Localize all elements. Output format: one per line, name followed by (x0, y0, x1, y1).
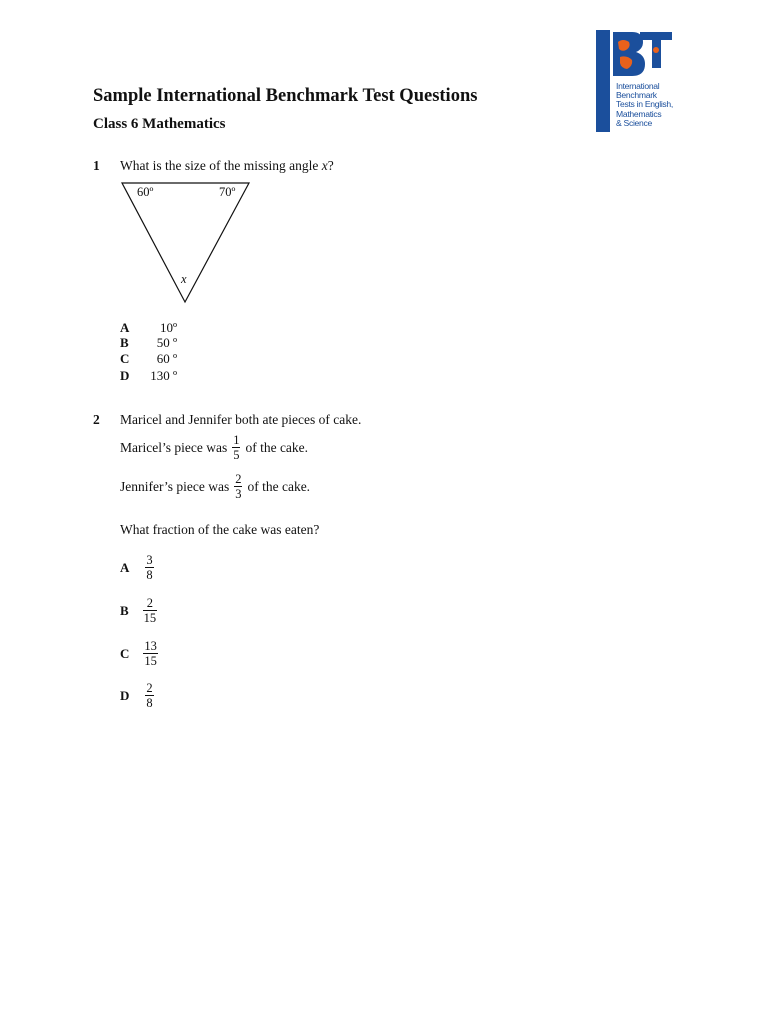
document-subtitle: Class 6 Mathematics (93, 116, 226, 132)
q1-option-b-letter: B (120, 335, 129, 350)
jennifer-line (120, 473, 310, 500)
fraction-denominator: 3 (235, 487, 242, 501)
q1-option-b-value: 50 º (156, 335, 177, 350)
maricel-text-after: of the cake. (245, 439, 309, 455)
maricel-line (120, 434, 308, 461)
q2-option-b-fraction (143, 597, 158, 624)
document-title: Sample International Benchmark Test Questions (93, 86, 478, 106)
question-1-number: 1 (93, 158, 100, 173)
logo-text (616, 82, 673, 128)
fraction-denominator: 8 (146, 568, 153, 582)
jennifer-text-before: Jennifer’s piece was (120, 478, 230, 494)
fraction-numerator: 3 (146, 553, 153, 567)
angle-right-label: 70º (219, 185, 236, 199)
q1-option-a-value: 10º (159, 320, 177, 335)
logo-line: & Science (616, 117, 652, 128)
q2-option-b (120, 597, 157, 624)
logo-line: International (616, 81, 660, 91)
question-2-text: Maricel and Jennifer both ate pieces of cake. (120, 412, 362, 427)
question-1-text-before: What is the size of the missing angle (120, 158, 322, 173)
q2-option-c (120, 640, 158, 667)
question-1-text-after: ? (327, 158, 334, 173)
logo-line: Tests in English, (616, 99, 673, 110)
angle-bottom-label: x (181, 272, 187, 286)
fraction-denominator: 8 (146, 696, 153, 710)
q2-option-a-letter: A (120, 559, 130, 575)
q2-option-a (120, 554, 154, 581)
logo-line: Benchmark (616, 90, 657, 101)
q2-option-c-letter: C (120, 645, 130, 661)
jennifer-fraction (234, 473, 242, 500)
question-1-text (120, 158, 334, 174)
question-2-prompt: What fraction of the cake was eaten? (120, 522, 320, 537)
q2-option-c-fraction (143, 640, 158, 667)
q2-option-b-letter: B (120, 602, 129, 618)
fraction-numerator: 13 (144, 639, 157, 653)
angle-left-label: 60º (137, 185, 154, 199)
q1-option-c-letter: C (120, 351, 130, 366)
fraction-numerator: 2 (146, 681, 153, 695)
maricel-fraction (232, 434, 240, 461)
q1-option-d-value: 130 º (150, 368, 177, 383)
logo-line: Mathematics (616, 108, 662, 119)
q1-option-a-letter: A (120, 320, 130, 335)
ibt-logo (596, 30, 674, 132)
fraction-numerator: 2 (146, 596, 154, 610)
question-2-number: 2 (93, 412, 100, 427)
q2-option-d-fraction (145, 682, 153, 709)
fraction-denominator: 15 (144, 654, 157, 668)
jennifer-text-after: of the cake. (247, 478, 311, 494)
q2-option-d-letter: D (120, 687, 130, 703)
q2-option-a-fraction (145, 554, 153, 581)
q1-option-d-letter: D (120, 368, 130, 383)
fraction-numerator: 2 (235, 472, 242, 486)
fraction-denominator: 15 (143, 611, 157, 625)
q1-option-c-value: 60 º (156, 351, 177, 366)
maricel-text-before: Maricel’s piece was (120, 439, 228, 455)
question-1-variable: x (321, 158, 328, 173)
fraction-numerator: 1 (233, 433, 240, 447)
q2-option-d (120, 682, 154, 709)
fraction-denominator: 5 (233, 448, 240, 462)
